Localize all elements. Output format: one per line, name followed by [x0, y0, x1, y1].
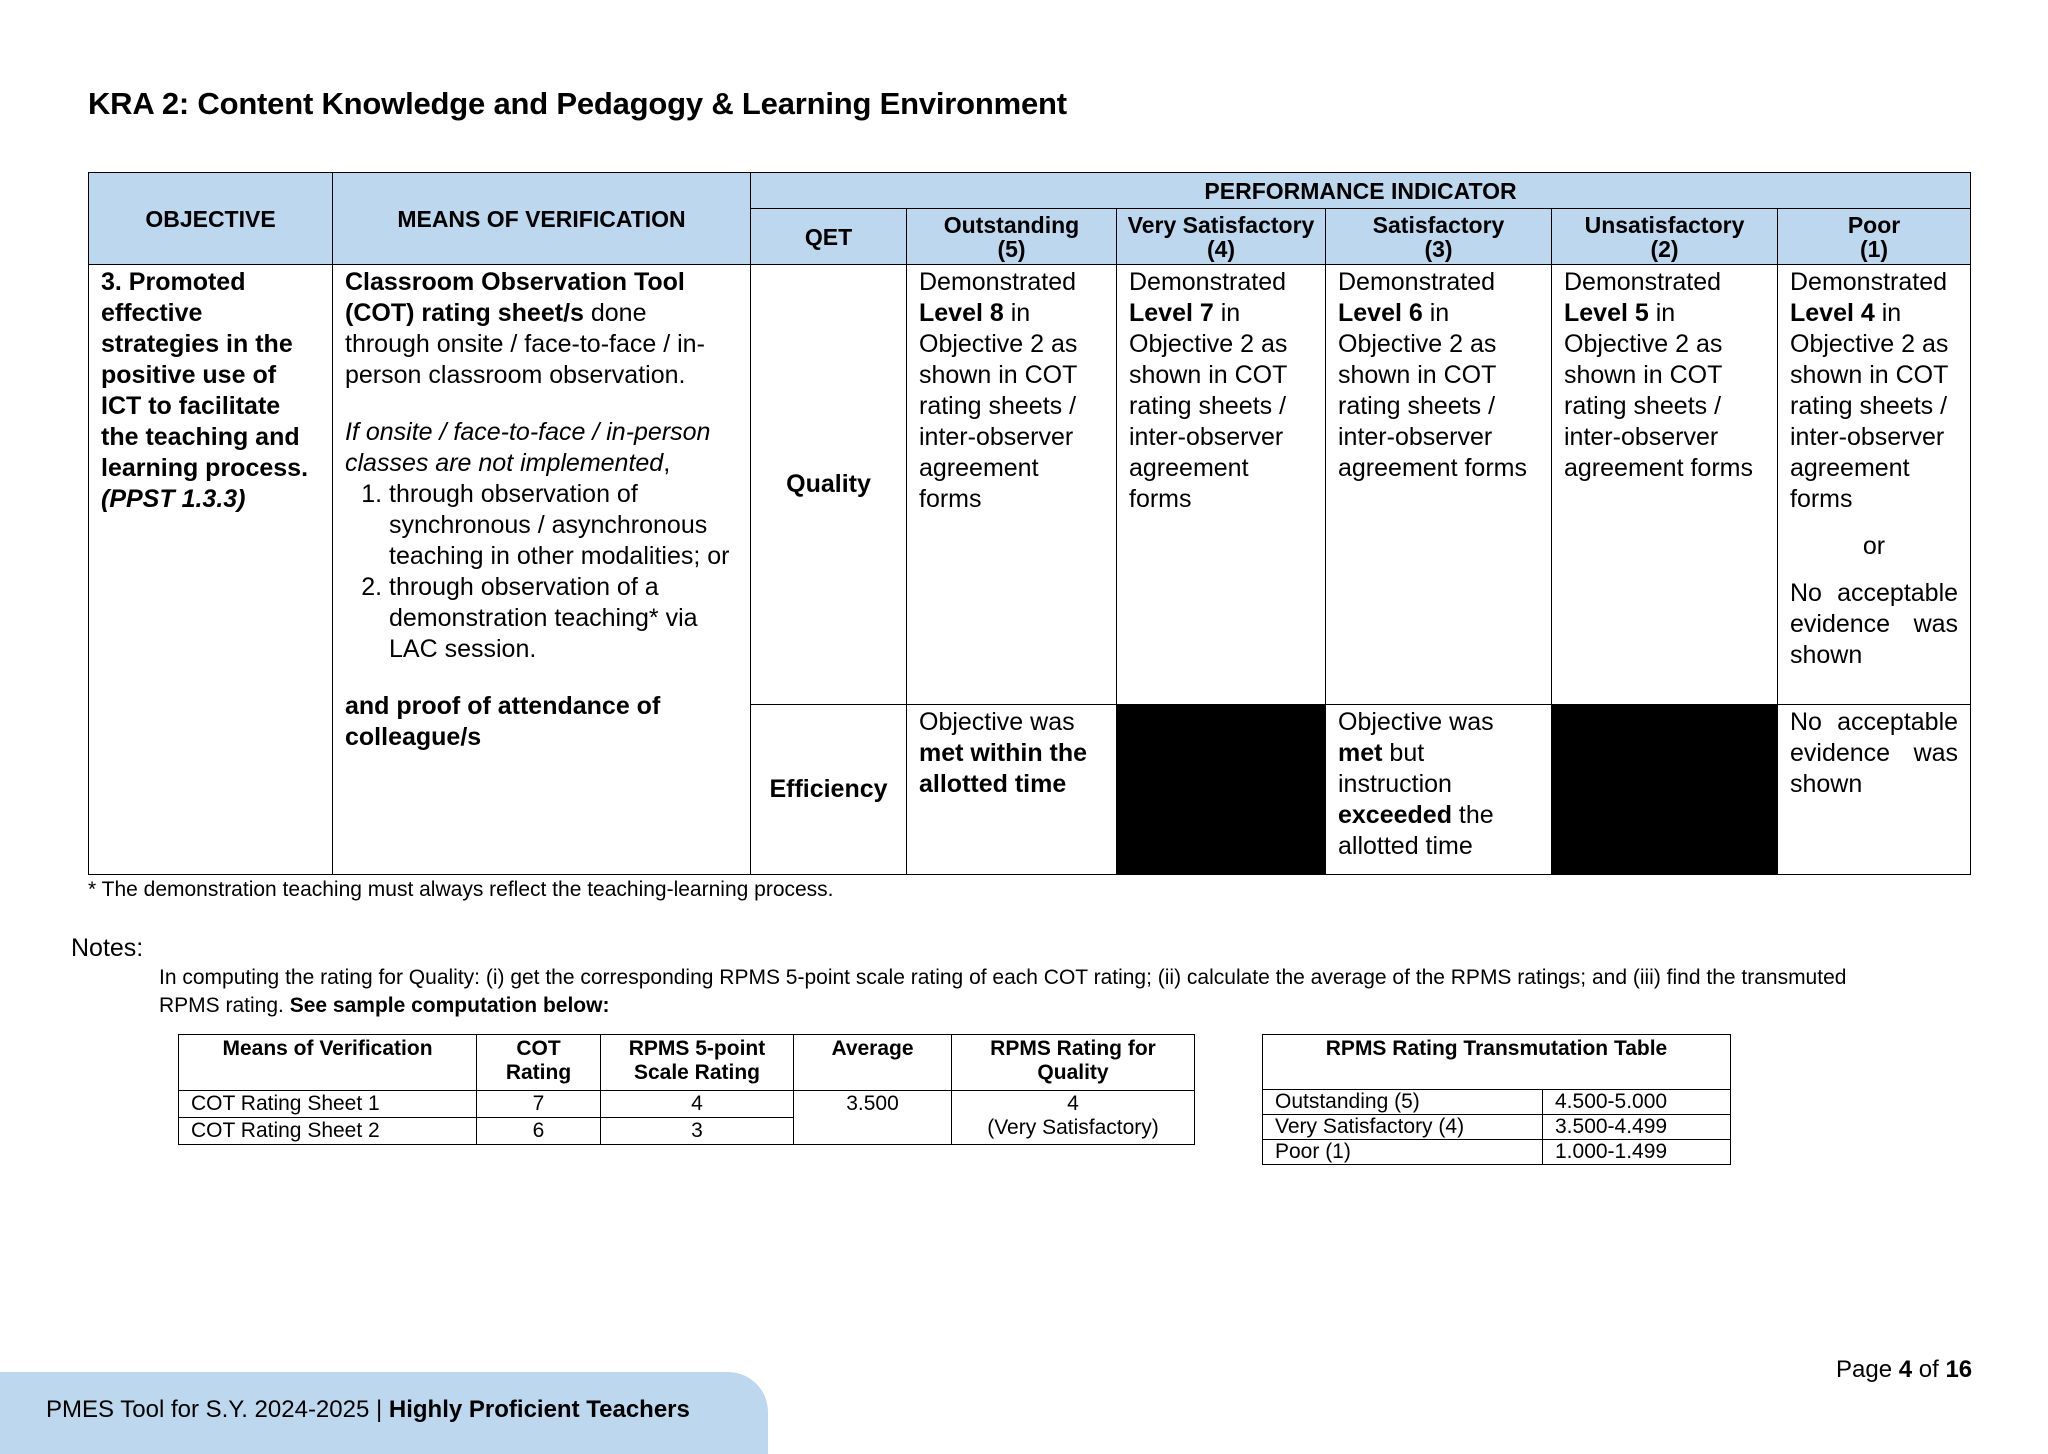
transmutation-table	[1262, 1034, 1731, 1165]
performance-table	[88, 172, 1971, 875]
table-row: COT Rating Sheet 1 7 4 3.500 4 (Very Satisfactory)	[179, 1091, 1195, 1118]
objective-cell: 3. Promoted effective strategies in the positive use of ICT to facilitate the teaching and learning process. (PPST 1.3.3)	[89, 265, 333, 875]
quality-satisfactory: Demonstrated Level 6 in Objective 2 as shown in COT rating sheets / inter-observer agreement forms	[1326, 265, 1552, 705]
no-evidence-quality: No acceptable evidence was shown	[1790, 579, 1959, 669]
efficiency-very-satisfactory-blocked	[1117, 705, 1326, 875]
notes-text: In computing the rating for Quality: (i) get the corresponding RPMS 5-point scale rating of each COT rating; (ii) calculate the average of the RPMS ratings; and (iii) find the transmuted RPMS rating. See sample computation below:	[159, 966, 1847, 1017]
efficiency-satisfactory: Objective was met but instruction exceeded the allotted time	[1326, 705, 1552, 875]
quality-very-satisfactory: Demonstrated Level 7 in Objective 2 as shown in COT rating sheets / inter-observer agreement forms	[1117, 265, 1326, 705]
header-level-1: Poor (1)	[1778, 209, 1971, 265]
footer-text: PMES Tool for S.Y. 2024-2025 | Highly Proficient Teachers	[46, 1396, 690, 1423]
table-row: Poor (1) 1.000-1.499	[1263, 1140, 1731, 1165]
page-number: Page 4 of 16	[1836, 1356, 1973, 1383]
transmutation-title: RPMS Rating Transmutation Table	[1263, 1035, 1731, 1090]
qet-efficiency: Efficiency	[751, 705, 907, 875]
or-text: or	[1862, 532, 1886, 560]
efficiency-outstanding: Objective was met within the allotted time	[907, 705, 1117, 875]
quality-outstanding: Demonstrated Level 8 in Objective 2 as shown in COT rating sheets / inter-observer agreement forms	[907, 265, 1117, 705]
calc-header-quality: RPMS Rating for Quality	[952, 1035, 1195, 1091]
header-qet: QET	[751, 209, 907, 265]
mov-item-1: 1. through observation of synchronous / asynchronous teaching in other modalities; or	[389, 479, 738, 572]
mov-cell: Classroom Observation Tool (COT) rating sheet/s done through onsite / face-to-face / in-person classroom observation. If onsite / face-to-face / in-person classes are not implemented, 1. through observation of synchronous / asynchronous teaching in other modalities; or 2. through observation of a demonstration teaching* via LAC session. and proof of attendance of colleague/s	[333, 265, 751, 875]
notes-label: Notes:	[71, 934, 144, 962]
calc-header-rpms: RPMS 5-point Scale Rating	[601, 1035, 794, 1091]
qet-quality: Quality	[751, 265, 907, 705]
table-row: Outstanding (5) 4.500-5.000	[1263, 1090, 1731, 1115]
table-row: COT Rating Sheet 2 6 3	[179, 1118, 1195, 1145]
efficiency-poor: No acceptable evidence was shown	[1778, 705, 1971, 875]
computation-table	[178, 1034, 1195, 1145]
calc-header-average: Average	[794, 1035, 952, 1091]
calc-header-cot: COT Rating	[477, 1035, 601, 1091]
header-performance-indicator: PERFORMANCE INDICATOR	[751, 173, 1971, 209]
header-mov: MEANS OF VERIFICATION	[333, 173, 751, 265]
calc-header-mov: Means of Verification	[179, 1035, 477, 1091]
footnote: * The demonstration teaching must always reflect the teaching-learning process.	[88, 878, 834, 901]
header-level-5: Outstanding (5)	[907, 209, 1117, 265]
header-level-4: Very Satisfactory (4)	[1117, 209, 1326, 265]
calc-rating: 4 (Very Satisfactory)	[952, 1091, 1195, 1145]
header-level-2: Unsatisfactory (2)	[1552, 209, 1778, 265]
quality-poor: Demonstrated Level 4 in Objective 2 as shown in COT rating sheets / inter-observer agreement forms or No acceptable evidence was shown	[1778, 265, 1971, 705]
calc-average: 3.500	[794, 1091, 952, 1145]
header-level-3: Satisfactory (3)	[1326, 209, 1552, 265]
header-objective: OBJECTIVE	[89, 173, 333, 265]
quality-unsatisfactory: Demonstrated Level 5 in Objective 2 as shown in COT rating sheets / inter-observer agreement forms	[1552, 265, 1778, 705]
mov-item-2: 2. through observation of a demonstration teaching* via LAC session.	[389, 572, 738, 665]
efficiency-unsatisfactory-blocked	[1552, 705, 1778, 875]
table-row: Very Satisfactory (4) 3.500-4.499	[1263, 1115, 1731, 1140]
page-title: KRA 2: Content Knowledge and Pedagogy & Learning Environment	[88, 86, 1067, 121]
